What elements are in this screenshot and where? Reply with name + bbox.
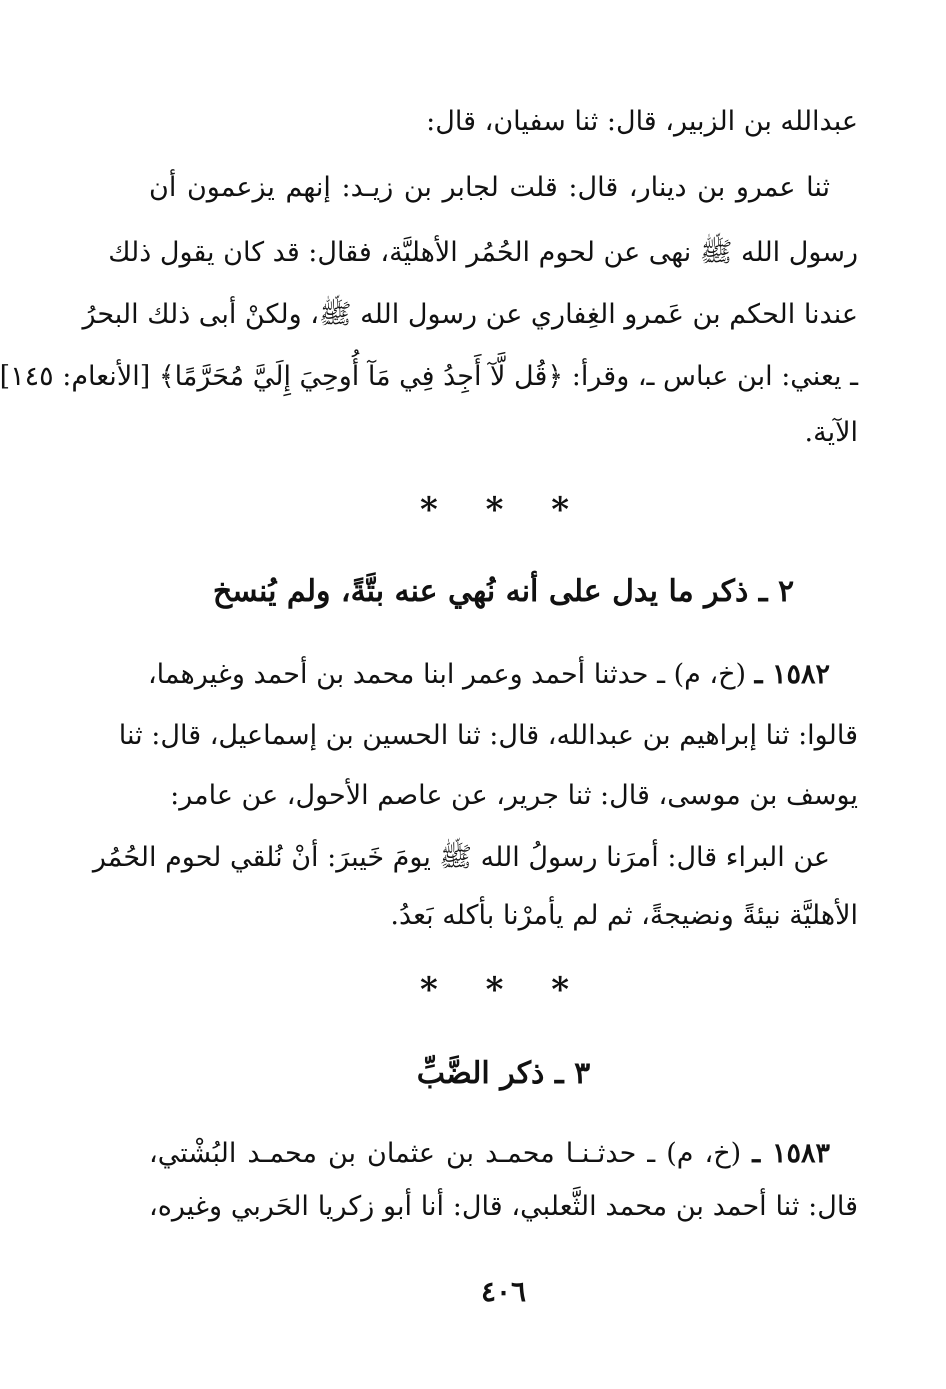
text-line: قال: ثنا أحمد بن محمد الثَّعلبي، قال: أنا أبو زكريا الحَربي وغيره،: [149, 1191, 858, 1222]
hadith-isnad: (خ، م) ـ حدثنا أحمد وعمر ابنا محمد بن أحمد وغيرهما،: [147, 659, 755, 690]
text-line: ثنا عمرو بن دينار، قال: قلت لجابر بن زيـد: إنهم يزعمون أن: [149, 172, 830, 203]
text-line: الآية.: [804, 417, 858, 448]
text-line: ـ يعني: ابن عباس ـ، وقرأ: ﴿قُل لَّآ أَجِدُ فِي مَآ أُوحِيَ إِلَيَّ مُحَرَّمًا﴾ [الأنعام: ١٤٥]: [0, 361, 858, 392]
section-heading: ٣ ـ ذكر الضَّبِّ: [416, 1056, 591, 1091]
text-line: عن البراء قال: أمرَنا رسولُ الله ﷺ يومَ خَيبرَ: أنْ نُلقي لحوم الحُمُر: [92, 842, 830, 873]
section-separator: * * *: [419, 490, 587, 530]
text-line: عبدالله بن الزبير، قال: ثنا سفيان، قال:: [426, 106, 858, 137]
text-line: يوسف بن موسى، قال: ثنا جرير، عن عاصم الأحول، عن عامر:: [170, 780, 858, 811]
page-number: ٤٠٦: [480, 1275, 527, 1308]
hadith-first-line: [149, 655, 830, 695]
hadith-number: ١٥٨٢ ـ: [754, 659, 830, 690]
hadith-isnad: (خ، م) ـ حدثـنـا محمـد بن عثمان بن محمـد البُشْتي،: [149, 1138, 753, 1169]
text-line: عندنا الحكم بن عَمرو الغِفاري عن رسول الله ﷺ، ولكنْ أبى ذلك البحرُ: [82, 299, 858, 330]
hadith-number: ١٥٨٣ ـ: [752, 1138, 830, 1169]
section-separator: * * *: [419, 970, 587, 1010]
text-line: الأهليَّة نيئةً ونضيجةً، ثم لم يأمرْنا بأكله بَعدُ.: [390, 900, 858, 931]
hadith-first-line: [149, 1134, 830, 1174]
section-heading: ٢ ـ ذكر ما يدل على أنه نُهي عنه بتَّةً، ولم يُنسخ: [212, 574, 795, 609]
text-line: رسول الله ﷺ نهى عن لحوم الحُمُر الأهليَّة، فقال: قد كان يقول ذلك: [108, 237, 858, 268]
text-line: قالوا: ثنا إبراهيم بن عبدالله، قال: ثنا الحسين بن إسماعيل، قال: ثنا: [118, 720, 858, 751]
